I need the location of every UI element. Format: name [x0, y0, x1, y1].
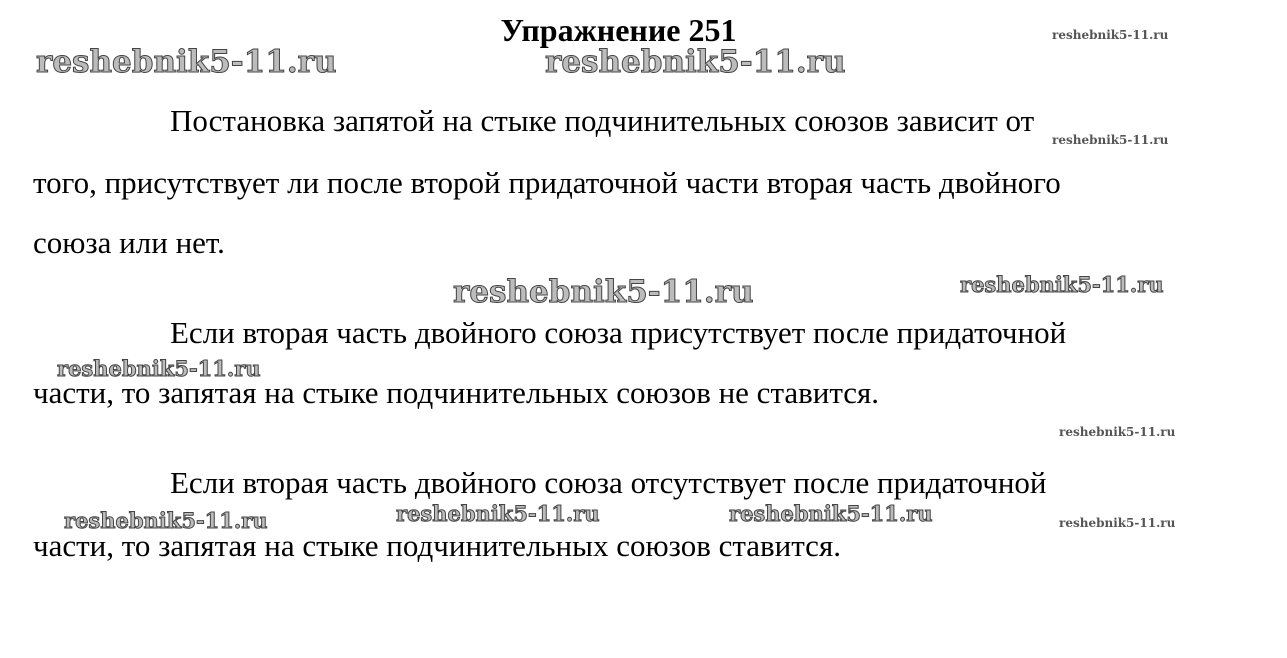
paragraph-1-line-3: союза или нет.	[33, 225, 225, 260]
watermark: reshebnik5-11.ru	[36, 44, 337, 80]
watermark: reshebnik5-11.ru	[1059, 516, 1176, 530]
watermark: reshebnik5-11.ru	[396, 501, 600, 526]
watermark: reshebnik5-11.ru	[453, 274, 754, 310]
watermark: reshebnik5-11.ru	[729, 501, 933, 526]
watermark: reshebnik5-11.ru	[1059, 425, 1176, 439]
paragraph-2-line-1: Если вторая часть двойного союза присутствует после придаточной	[170, 315, 1067, 350]
paragraph-2-line-2: части, то запятая на стыке подчинительных союзов не ставится.	[33, 375, 880, 410]
paragraph-3-line-2: части, то запятая на стыке подчинительных союзов ставится.	[33, 528, 841, 563]
watermark: reshebnik5-11.ru	[64, 508, 268, 533]
paragraph-1-line-1: Постановка запятой на стыке подчинительных союзов зависит от	[170, 103, 1035, 138]
exercise-title: Упражнение 251	[500, 12, 737, 48]
watermark: reshebnik5-11.ru	[545, 44, 846, 80]
watermark: reshebnik5-11.ru	[57, 356, 261, 381]
watermark: reshebnik5-11.ru	[1052, 133, 1169, 147]
watermark: reshebnik5-11.ru	[960, 272, 1164, 297]
watermark: reshebnik5-11.ru	[1052, 28, 1169, 42]
paragraph-1-line-2: того, присутствует ли после второй придаточной части вторая часть двойного	[33, 165, 1061, 200]
paragraph-3-line-1: Если вторая часть двойного союза отсутствует после придаточной	[170, 465, 1047, 500]
